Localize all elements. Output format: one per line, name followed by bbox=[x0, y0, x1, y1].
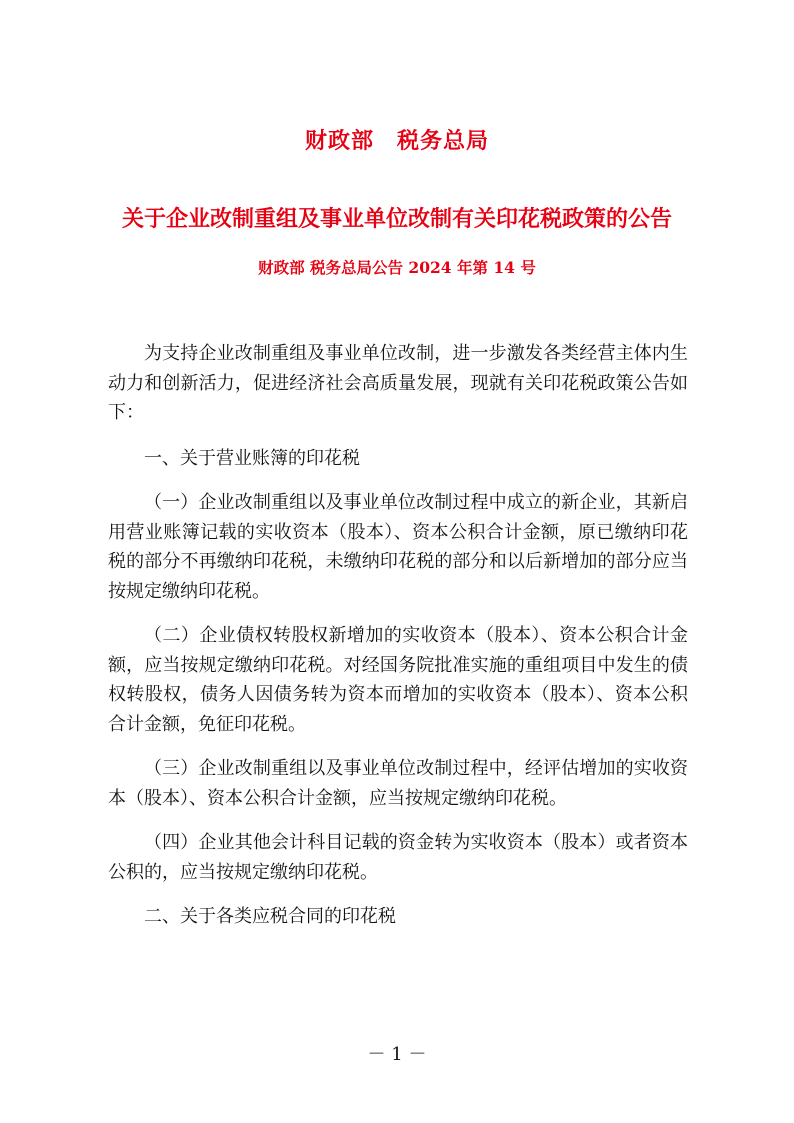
clause-2: （二）企业债权转股权新增加的实收资本（股本）、资本公积合计金额，应当按规定缴纳印花税。对经国务院批准实施的重组项目中发生的债权转股权，债务人因债务转为资本而增加的实收资本（股本）、资本公积合计金额，免征印花税。 bbox=[108, 625, 688, 735]
section-heading-2: 二、关于各类应税合同的印花税 bbox=[144, 906, 396, 927]
issuing-agencies: 财政部 税务总局 bbox=[304, 128, 489, 154]
section-heading-1: 一、关于营业账簿的印花税 bbox=[144, 447, 360, 469]
clause-1: （一）企业改制重组以及事业单位改制过程中成立的新企业，其新启用营业账簿记载的实收资本（股本）、资本公积合计金额，原已缴纳印花税的部分不再缴纳印花税，未缴纳印花税的部分和以后新增加的部分应当按规定缴纳印花税。 bbox=[108, 492, 688, 602]
document-body bbox=[108, 339, 688, 932]
document-title: 关于企业改制重组及事业单位改制有关印花税政策的公告 bbox=[121, 206, 672, 232]
page-number: － 1 － bbox=[367, 1044, 427, 1065]
intro-paragraph: 为支持企业改制重组及事业单位改制，进一步激发各类经营主体内生动力和创新活力，促进经济社会高质量发展，现就有关印花税政策公告如下： bbox=[108, 343, 688, 423]
clause-4: （四）企业其他会计科目记载的资金转为实收资本（股本）或者资本公积的，应当按规定缴纳印花税。 bbox=[108, 832, 688, 883]
clause-3: （三）企业改制重组以及事业单位改制过程中，经评估增加的实收资本（股本）、资本公积合计金额，应当按规定缴纳印花税。 bbox=[108, 758, 688, 809]
document-number: 财政部 税务总局公告 2024 年第 14 号 bbox=[258, 258, 536, 277]
